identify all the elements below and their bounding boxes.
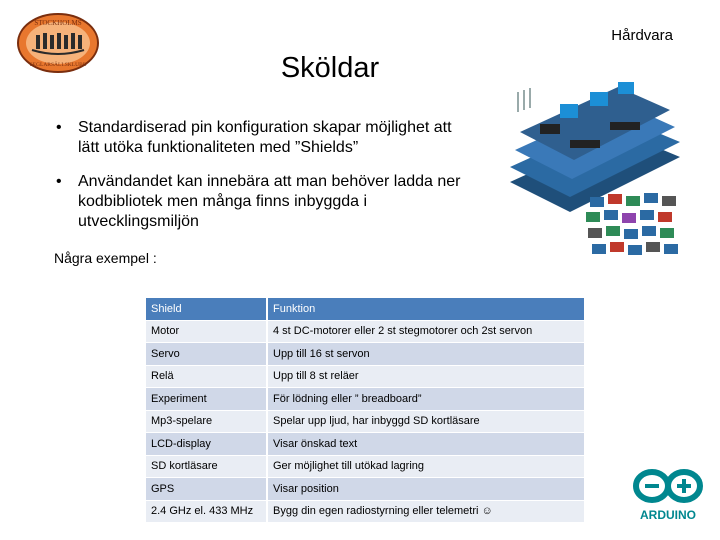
table-cell: Motor xyxy=(146,320,267,343)
table-cell: Ger möjlighet till utökad lagring xyxy=(267,455,584,478)
table-cell: Visar position xyxy=(267,478,584,501)
arduino-wordmark: ARDUINO xyxy=(640,508,696,522)
table-row xyxy=(146,320,584,343)
table-row xyxy=(146,455,584,478)
table-row xyxy=(146,388,584,411)
logo-bottom-text: SEGLARSÄLLSKLUBB xyxy=(29,62,87,68)
bullet-text: Användandet kan innebära att man behöver ladda ner kodbibliotek men många finns inbyggda i utvecklingsmiljön xyxy=(78,173,461,230)
shields-photo xyxy=(500,62,690,267)
table-cell: Visar önskad text xyxy=(267,433,584,456)
table-cell: Spelar upp ljud, har inbyggd SD kortläsare xyxy=(267,410,584,433)
bullet-list xyxy=(56,118,476,246)
column-header: Funktion xyxy=(267,298,584,320)
table-cell: LCD-display xyxy=(146,433,267,456)
table-row xyxy=(146,478,584,501)
arduino-logo xyxy=(630,466,706,524)
table-cell: SD kortläsare xyxy=(146,455,267,478)
section-label: Hårdvara xyxy=(611,27,673,44)
club-logo xyxy=(16,12,100,74)
bullet-text: Standardiserad pin konfiguration skapar möjlighet att lätt utöka funktionaliteten med ”Shields” xyxy=(78,119,452,156)
table-cell: Experiment xyxy=(146,388,267,411)
slide-title: Sköldar xyxy=(280,52,380,84)
table-cell: Mp3-spelare xyxy=(146,410,267,433)
table-header-row xyxy=(146,298,584,320)
table-cell: Upp till 8 st reläer xyxy=(267,365,584,388)
table-cell: För lödning eller ” breadboard” xyxy=(267,388,584,411)
table-cell: Bygg din egen radiostyrning eller telemetri ☺ xyxy=(267,500,584,523)
shield-table xyxy=(146,298,584,523)
column-header: Shield xyxy=(146,298,267,320)
table-row xyxy=(146,433,584,456)
table-row xyxy=(146,500,584,523)
table-row xyxy=(146,343,584,366)
logo-top-text: STOCKHOLMS xyxy=(34,19,82,27)
table-cell: Servo xyxy=(146,343,267,366)
table-row xyxy=(146,410,584,433)
bullet-item xyxy=(56,118,476,158)
examples-label: Några exempel : xyxy=(54,250,157,266)
bullet-dot-icon: • xyxy=(56,119,62,136)
table-cell: 4 st DC-motorer eller 2 st stegmotorer och 2st servon xyxy=(267,320,584,343)
table-cell: GPS xyxy=(146,478,267,501)
table-cell: 2.4 GHz el. 433 MHz xyxy=(146,500,267,523)
bullet-dot-icon: • xyxy=(56,173,62,190)
table-row xyxy=(146,365,584,388)
table-cell: Upp till 16 st servon xyxy=(267,343,584,366)
table-cell: Relä xyxy=(146,365,267,388)
bullet-item xyxy=(56,172,476,232)
